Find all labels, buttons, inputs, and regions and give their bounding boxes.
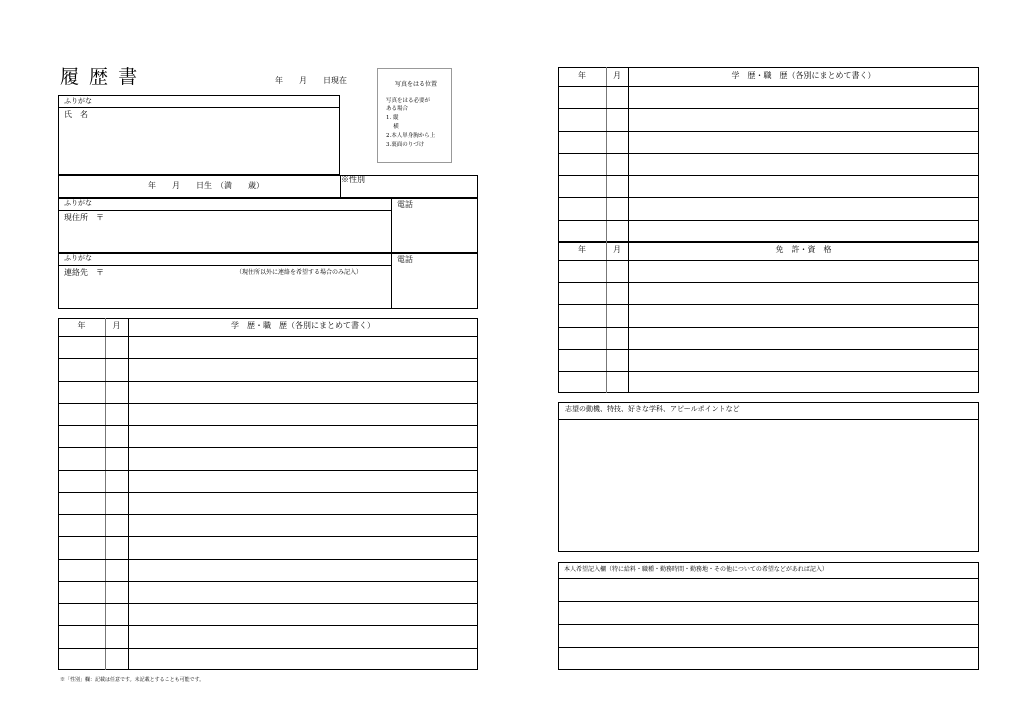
history-row-left[interactable] [58, 536, 478, 537]
wishes-row[interactable] [558, 647, 979, 648]
license-row[interactable] [558, 282, 979, 283]
photo-instruction: 横 [386, 124, 399, 130]
contact-furigana-label: ふりがな [64, 254, 92, 262]
address-phone-label: 電話 [397, 200, 413, 209]
gender-label: ※性別 [341, 175, 365, 184]
history-row-right[interactable] [558, 86, 979, 87]
photo-instruction: 2.本人単身胸から上 [386, 133, 436, 139]
license-col-detail: 免 許・資 格 [775, 245, 832, 254]
history-row-left[interactable] [58, 403, 478, 404]
license-row[interactable] [558, 304, 979, 305]
photo-placeholder [377, 68, 452, 163]
license-row[interactable] [558, 349, 979, 350]
history2-col-month: 月 [613, 71, 621, 80]
license-row[interactable] [558, 260, 979, 261]
history-row-right[interactable] [558, 131, 979, 132]
document-title: 履 歴 書 [60, 66, 140, 88]
history-table-left [58, 318, 478, 670]
resume-page-right [512, 0, 1024, 725]
history2-col-year: 年 [578, 71, 586, 80]
photo-title: 写真をはる位置 [395, 81, 438, 88]
history-row-right[interactable] [558, 197, 979, 198]
history-row-left[interactable] [58, 648, 478, 649]
history-row-left[interactable] [58, 492, 478, 493]
history-table-right [558, 67, 979, 242]
name-furigana-label: ふりがな [64, 97, 92, 105]
birth-date-label: 年 月 日生 （満 歳） [148, 181, 264, 190]
wishes-row[interactable] [558, 624, 979, 625]
contact-note: （現住所以外に連絡を希望する場合のみ記入） [236, 269, 363, 276]
history-col-year: 年 [77, 321, 86, 330]
history-row-left[interactable] [58, 425, 478, 426]
history-row-left[interactable] [58, 336, 478, 337]
contact-label: 連絡先 〒 [64, 268, 104, 277]
history-row-right[interactable] [558, 108, 979, 109]
history-row-left[interactable] [58, 358, 478, 359]
footnote: ※「性別」欄：記載は任意です。未記載とすることも可能です。 [60, 677, 205, 683]
contact-field[interactable] [58, 253, 478, 309]
photo-instruction: 1. 縦 [386, 115, 399, 121]
history-row-left[interactable] [58, 603, 478, 604]
license-row[interactable] [558, 371, 979, 372]
birth-date-field[interactable] [58, 175, 478, 198]
history-row-left[interactable] [58, 381, 478, 382]
history-row-left[interactable] [58, 470, 478, 471]
wishes-row[interactable] [558, 601, 979, 602]
address-furigana-label: ふりがな [64, 199, 92, 207]
license-col-month: 月 [613, 245, 621, 254]
photo-instruction: ある場合 [386, 106, 409, 112]
license-col-year: 年 [578, 245, 586, 254]
photo-instruction: 写真をはる必要が [386, 98, 431, 104]
history-row-left[interactable] [58, 447, 478, 448]
history-row-left[interactable] [58, 581, 478, 582]
address-label: 現住所 〒 [64, 213, 104, 222]
date-label: 年 月 日現在 [275, 76, 347, 85]
license-row[interactable] [558, 327, 979, 328]
motivation-label: 志望の動機、特技、好きな学科、アピールポイントなど [565, 405, 740, 413]
name-label: 氏 名 [64, 110, 88, 119]
history-row-right[interactable] [558, 175, 979, 176]
photo-instruction: 3.裏面のりづけ [386, 142, 425, 148]
history-row-right[interactable] [558, 153, 979, 154]
motivation-field[interactable] [558, 402, 979, 552]
history-col-month: 月 [112, 321, 121, 330]
history2-col-detail: 学 歴・職 歴（各別にまとめて書く） [731, 71, 876, 80]
contact-phone-label: 電話 [397, 255, 413, 264]
history-row-right[interactable] [558, 220, 979, 221]
history-row-left[interactable] [58, 559, 478, 560]
history-row-left[interactable] [58, 514, 478, 515]
history-col-detail: 学 歴・職 歴（各別にまとめて書く） [231, 321, 375, 330]
wishes-row[interactable] [558, 578, 979, 579]
address-field[interactable] [58, 198, 478, 253]
history-row-left[interactable] [58, 625, 478, 626]
wishes-label: 本人希望記入欄（特に給料・職種・勤務時間・勤務地・その他についての希望などがあれば記入） [564, 566, 828, 573]
